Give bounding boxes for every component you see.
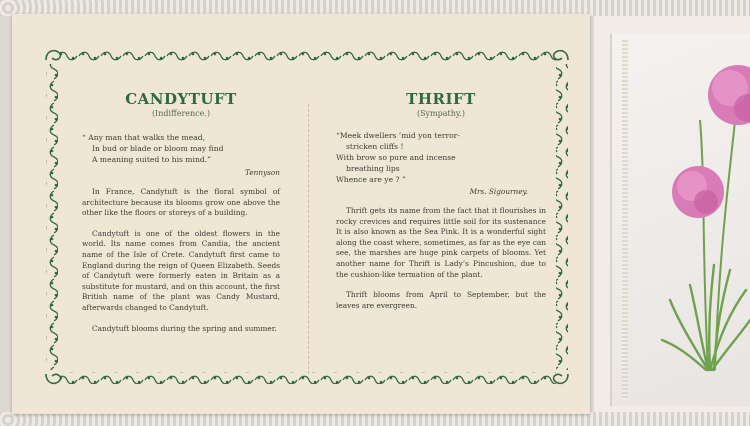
candytuft-paragraph: Candytuft blooms during the spring and summer. xyxy=(92,323,277,333)
thrift-flower-embroidery xyxy=(660,50,750,380)
poem-line: “Meek dwellers ’mid yon terror- xyxy=(336,131,460,140)
thrift-paragraph: Thrift gets its name from the fact that it flourishes in rocky crevices and requires little soil for its sustenance It is also known as the Sea Pink. It is a wonderful sight along the coast where, sometimes, as far as the eye can see, the marshes are huge pink carpets of blooms. Yet another name for Thrift is Lady’s Pincushion, due to the cushion-like termation of the plant. xyxy=(336,206,546,279)
poem-line: Whence are ye ? ” xyxy=(336,175,406,184)
poem-line: “ Any man that walks the mead, xyxy=(82,133,206,142)
lace-tablecloth-bottom xyxy=(0,412,750,426)
flower-head-icon xyxy=(672,166,724,218)
thrift-column xyxy=(336,90,546,311)
silk-border-stripe xyxy=(622,40,628,400)
thrift-subtitle: (Sympathy.) xyxy=(416,109,466,118)
thrift-title: THRIFT xyxy=(406,90,476,108)
poem-line: A meaning suited to his mind.” xyxy=(92,155,211,164)
candytuft-subtitle: (Indifference.) xyxy=(151,109,211,118)
candytuft-poem-author: Tennyson xyxy=(245,168,280,177)
candytuft-paragraph: In France, Candytuft is the floral symbol of architecture because its blooms grow one above the other like the floors or storeys of a building. xyxy=(82,187,280,218)
thrift-poem xyxy=(336,130,546,185)
card-fold-line xyxy=(308,104,309,374)
flower-head-icon xyxy=(708,65,750,125)
candytuft-paragraph: Candytuft is one of the oldest flowers in the world. Its name comes from Candia, the ancient name of the Isle of Crete. Candytuft first came to England during the reign of Queen Elizabeth. Seeds of Candytuft were formerly eaten in Britain as a substitute for mustard, and on this account, the first British name of the plant was Candy Mustard, afterwards changed to Candytuft. xyxy=(82,228,280,312)
thrift-paragraph: Thrift blooms from April to September, but the leaves are evergreen. xyxy=(336,290,546,310)
poem-line: In bud or blade or bloom may find xyxy=(92,144,224,153)
poem-line: With brow so pure and incense xyxy=(336,153,456,162)
candytuft-poem xyxy=(82,132,280,165)
thrift-poem-author: Mrs. Sigourney. xyxy=(469,187,528,196)
candytuft-column xyxy=(82,90,280,334)
candytuft-title: CANDYTUFT xyxy=(125,90,237,108)
poem-line: breathing lips xyxy=(346,164,400,173)
poem-line: stricken cliffs ! xyxy=(346,142,404,151)
